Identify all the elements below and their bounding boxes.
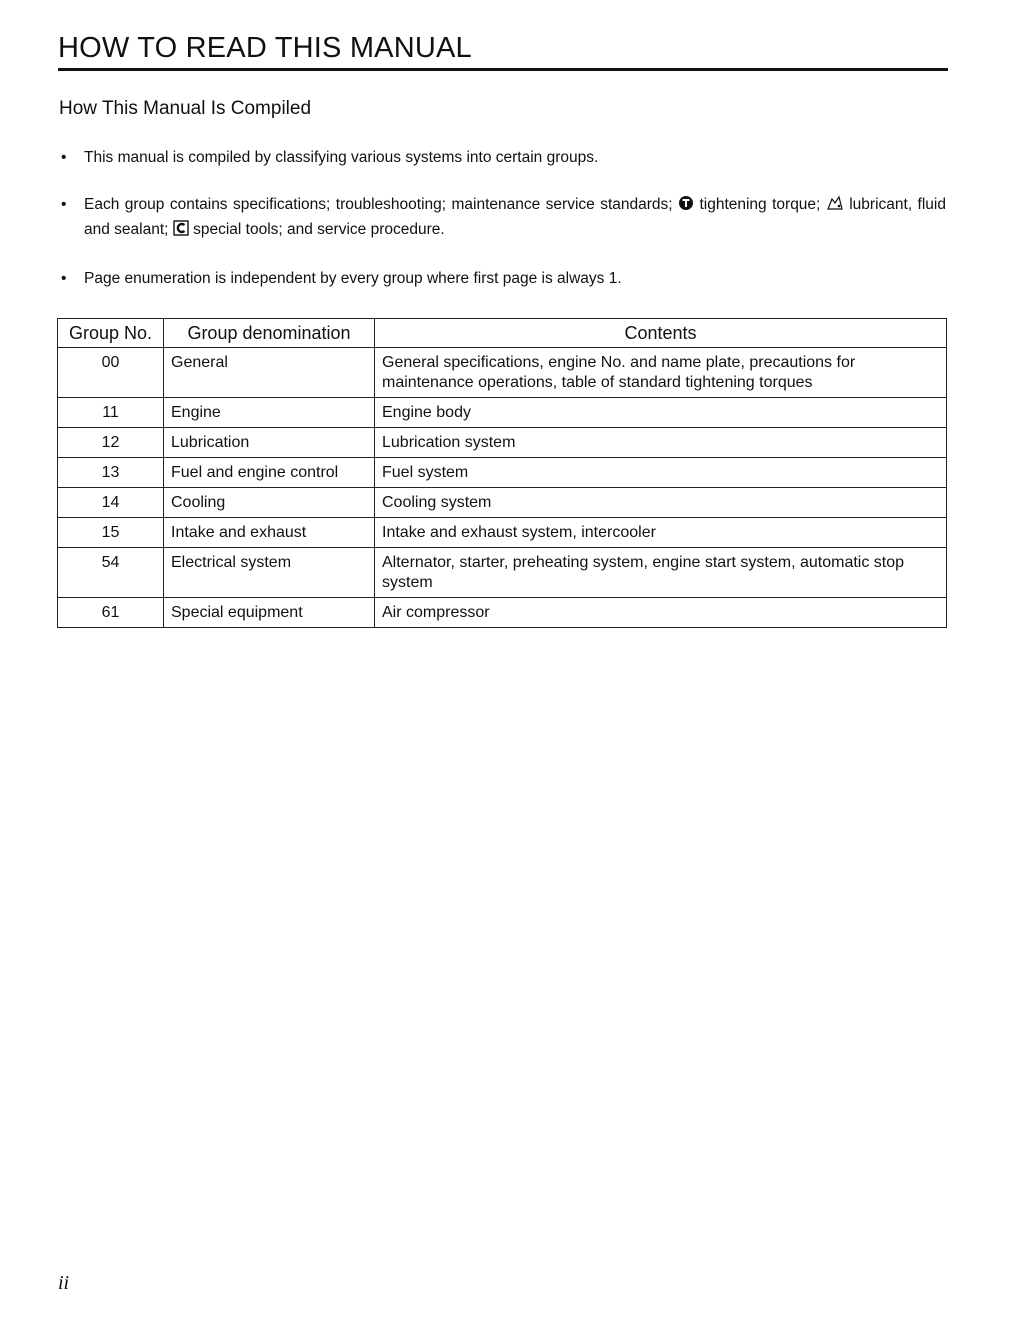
table-row xyxy=(58,428,947,458)
group-name-cell: Cooling xyxy=(164,488,375,518)
header-contents: Contents xyxy=(375,319,947,348)
bullet-dot: • xyxy=(61,270,67,287)
table-row xyxy=(58,518,947,548)
table-row xyxy=(58,458,947,488)
table-header-row xyxy=(58,319,947,348)
group-no-cell: 54 xyxy=(58,548,164,598)
header-group-no: Group No. xyxy=(58,319,164,348)
group-contents-cell: General specifications, engine No. and name plate, precautions for maintenance operations, table of standard tightening torques xyxy=(375,348,947,398)
bullet-item xyxy=(60,193,946,243)
lubricant-icon xyxy=(826,195,844,218)
bullet-text: This manual is compiled by classifying various systems into certain groups. xyxy=(84,149,599,166)
group-no-cell: 13 xyxy=(58,458,164,488)
table-row xyxy=(58,398,947,428)
group-no-cell: 61 xyxy=(58,598,164,628)
bullet-text: Each group contains specifications; troubleshooting; maintenance service standards; xyxy=(84,196,673,213)
bullet-item xyxy=(60,267,946,290)
group-no-cell: 11 xyxy=(58,398,164,428)
group-name-cell: Electrical system xyxy=(164,548,375,598)
group-no-cell: 00 xyxy=(58,348,164,398)
bullet-item xyxy=(60,146,946,169)
group-name-cell: Lubrication xyxy=(164,428,375,458)
special-tool-icon xyxy=(173,220,189,243)
bullet-text: special tools; and service procedure. xyxy=(193,221,445,238)
group-contents-cell: Alternator, starter, preheating system, engine start system, automatic stop system xyxy=(375,548,947,598)
group-contents-cell: Engine body xyxy=(375,398,947,428)
bullet-dot: • xyxy=(61,196,67,213)
group-no-cell: 14 xyxy=(58,488,164,518)
group-contents-cell: Cooling system xyxy=(375,488,947,518)
group-contents-cell: Intake and exhaust system, intercooler xyxy=(375,518,947,548)
header-group-denomination: Group denomination xyxy=(164,319,375,348)
table-row xyxy=(58,548,947,598)
bullet-dot: • xyxy=(61,149,67,166)
table-row xyxy=(58,348,947,398)
bullet-text: lubricant, fluid and sealant; xyxy=(84,196,946,238)
bullet-text: Page enumeration is independent by every group where first page is always 1. xyxy=(84,270,622,287)
group-no-cell: 12 xyxy=(58,428,164,458)
table-row xyxy=(58,598,947,628)
table-row xyxy=(58,488,947,518)
group-name-cell: Intake and exhaust xyxy=(164,518,375,548)
group-name-cell: Special equipment xyxy=(164,598,375,628)
bullet-list xyxy=(60,146,946,314)
group-name-cell: General xyxy=(164,348,375,398)
torque-icon xyxy=(678,195,694,218)
group-name-cell: Engine xyxy=(164,398,375,428)
group-table xyxy=(57,318,947,628)
page-title: HOW TO READ THIS MANUAL xyxy=(58,30,948,71)
page-number: ii xyxy=(58,1272,70,1294)
group-name-cell: Fuel and engine control xyxy=(164,458,375,488)
section-heading: How This Manual Is Compiled xyxy=(59,98,312,119)
bullet-text: tightening torque; xyxy=(699,196,821,213)
group-contents-cell: Fuel system xyxy=(375,458,947,488)
group-contents-cell: Lubrication system xyxy=(375,428,947,458)
group-no-cell: 15 xyxy=(58,518,164,548)
group-contents-cell: Air compressor xyxy=(375,598,947,628)
